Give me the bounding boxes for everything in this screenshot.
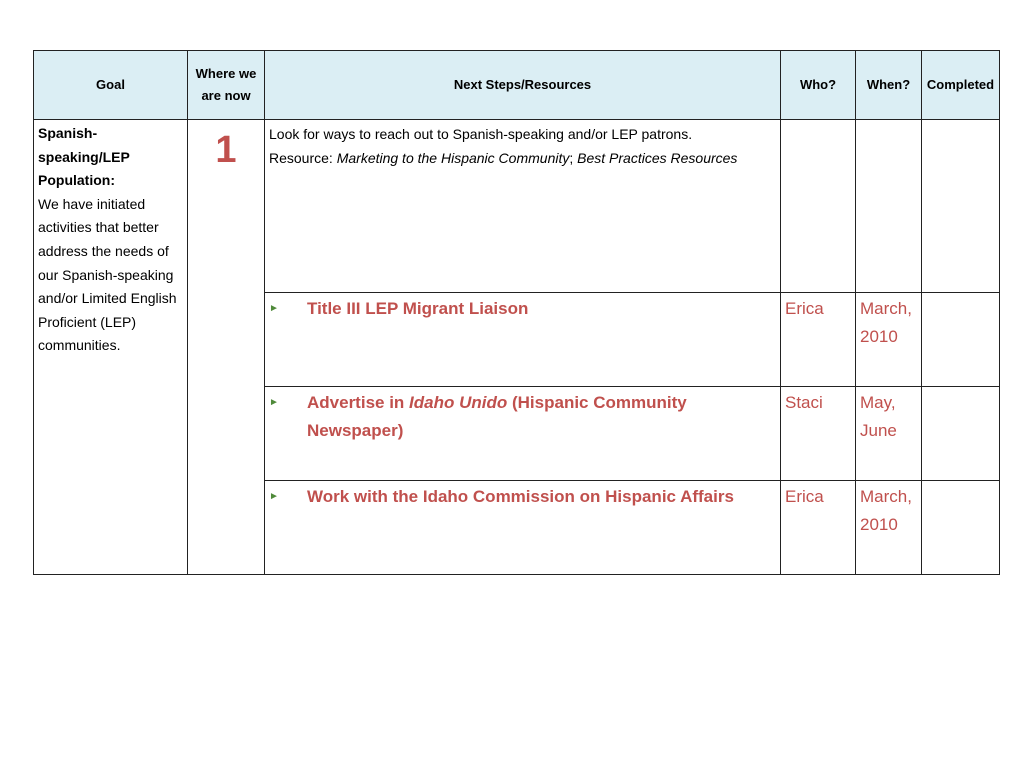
step-text: Work with the Idaho Commission on Hispanic Affairs — [307, 487, 734, 506]
step-when: March, 2010 — [856, 293, 922, 387]
first-when-cell — [856, 120, 922, 293]
step-completed — [922, 481, 1000, 575]
triangle-right-icon: ► — [269, 303, 279, 314]
resource-best-practices: Best Practices Resources — [577, 150, 738, 166]
header-completed: Completed — [922, 51, 1000, 120]
step-who: Erica — [781, 293, 856, 387]
step-text: Title III LEP Migrant Liaison — [307, 299, 529, 318]
step-when: March, 2010 — [856, 481, 922, 575]
step-cell — [265, 481, 781, 575]
step-completed — [922, 293, 1000, 387]
step-who: Erica — [781, 481, 856, 575]
resource-separator: ; — [569, 150, 578, 166]
header-who: Who? — [781, 51, 856, 120]
step-cell — [265, 293, 781, 387]
step-who: Staci — [781, 387, 856, 481]
step-completed — [922, 387, 1000, 481]
resource-label: Resource: — [269, 150, 337, 166]
step-cell — [265, 387, 781, 481]
table-row — [34, 120, 1000, 293]
header-row — [34, 51, 1000, 120]
where-value: 1 — [215, 129, 237, 171]
goal-description: We have initiated activities that better address the needs of our Spanish-speaking and/or Limited English Proficient (LEP) communities. — [38, 195, 177, 354]
first-completed-cell — [922, 120, 1000, 293]
triangle-right-icon: ► — [269, 491, 279, 502]
first-step-text: Look for ways to reach out to Spanish-speaking and/or LEP patrons. — [269, 126, 693, 142]
action-plan-table — [33, 50, 1000, 575]
goal-cell — [34, 120, 188, 575]
where-cell — [188, 120, 265, 575]
header-next-steps: Next Steps/Resources — [265, 51, 781, 120]
first-step-resources — [269, 146, 776, 170]
resource-marketing: Marketing to the Hispanic Community — [336, 150, 570, 166]
header-where-we-are-now: Where we are now — [188, 51, 265, 120]
header-goal: Goal — [34, 51, 188, 120]
first-who-cell — [781, 120, 856, 293]
step-text: Advertise in Idaho Unido (Hispanic Community Newspaper) — [307, 393, 687, 440]
step-when: May, June — [856, 387, 922, 481]
triangle-right-icon: ► — [269, 397, 279, 408]
first-step-cell — [265, 120, 781, 293]
header-when: When? — [856, 51, 922, 120]
goal-title: Spanish-speaking/LEP Population: — [38, 125, 130, 189]
